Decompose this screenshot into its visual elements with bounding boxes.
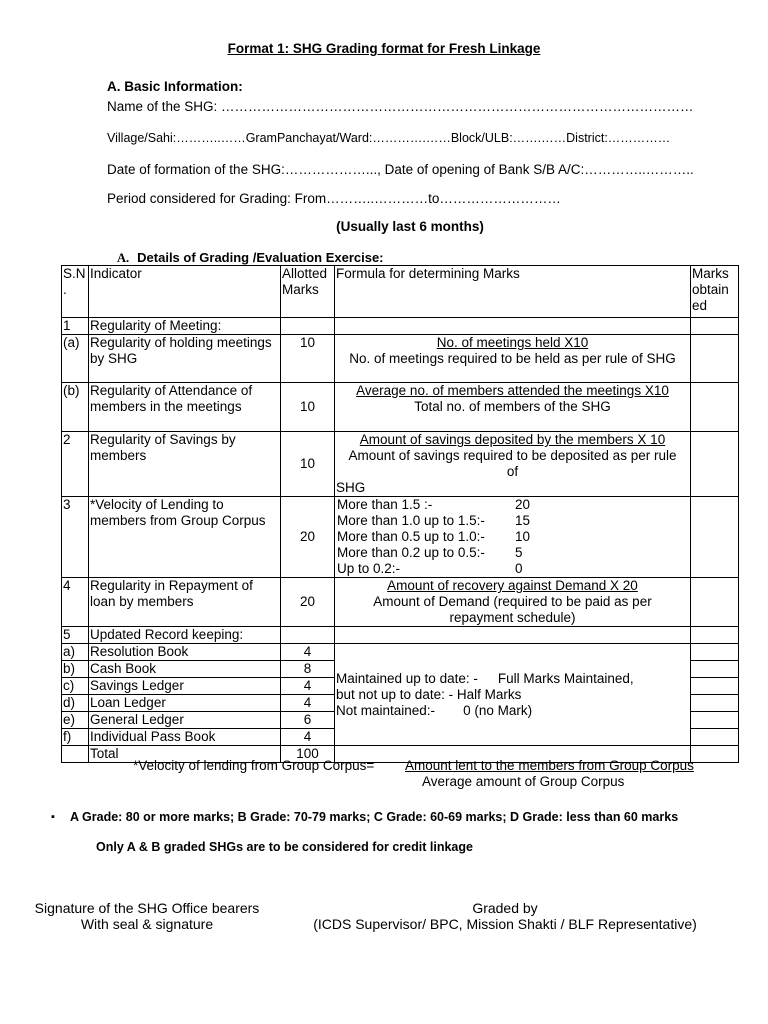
credit-linkage-note: Only A & B graded SHGs are to be considered for credit linkage <box>96 840 473 854</box>
slab-row <box>336 497 689 513</box>
velocity-footnote-numerator: Amount lent to the members from Group Corpus <box>405 758 694 773</box>
marks-obtained-cell[interactable] <box>691 729 739 746</box>
allotted-marks-cell: 10 <box>281 432 335 497</box>
formula-denominator: Total no. of members of the SHG <box>414 399 611 414</box>
rule-label: Not maintained:- <box>336 702 436 718</box>
velocity-footnote: *Velocity of lending from Group Corpus= <box>133 758 375 773</box>
sn-cell: b) <box>62 661 89 678</box>
formula-denominator: Amount of Demand (required to be paid as per repayment schedule) <box>373 594 652 625</box>
rule-line <box>336 671 689 687</box>
allotted-marks-cell: 20 <box>281 497 335 578</box>
rule-line: but not up to date: - Half Marks <box>336 686 522 702</box>
table-row <box>62 432 739 497</box>
slab-row <box>336 529 689 545</box>
sn-cell: d) <box>62 695 89 712</box>
period-note: (Usually last 6 months) <box>336 219 484 234</box>
grade-criteria: A Grade: 80 or more marks; B Grade: 70-79 marks; C Grade: 60-69 marks; D Grade: less than 60 marks <box>70 810 679 824</box>
sn-cell: 2 <box>62 432 89 497</box>
bullet-icon: ▪ <box>51 811 55 823</box>
marks-obtained-cell[interactable] <box>691 578 739 627</box>
basic-info-heading: A. Basic Information: <box>107 79 243 94</box>
sn-cell: 4 <box>62 578 89 627</box>
marks-obtained-cell[interactable] <box>691 661 739 678</box>
table-row <box>62 318 739 335</box>
sn-cell: 1 <box>62 318 89 335</box>
indicator-cell: Individual Pass Book <box>89 729 281 746</box>
marks-obtained-cell[interactable] <box>691 712 739 729</box>
marks-obtained-cell[interactable] <box>691 497 739 578</box>
indicator-cell: Updated Record keeping: <box>89 627 281 644</box>
formula-denominator: No. of meetings required to be held as per rule of SHG <box>349 351 676 366</box>
slab-points: 15 <box>515 513 531 528</box>
formula-cell <box>335 578 691 627</box>
sn-cell: 3 <box>62 497 89 578</box>
signature-line: With seal & signature <box>80 916 214 932</box>
signature-line: Signature of the SHG Office bearers <box>34 900 260 916</box>
slab-points: 10 <box>515 529 531 544</box>
shg-signature-block <box>33 900 261 932</box>
formula-cell <box>335 335 691 383</box>
table-row <box>62 627 739 644</box>
formula-numerator: No. of meetings held X10 <box>436 335 589 350</box>
sn-cell: c) <box>62 678 89 695</box>
table-row <box>62 497 739 578</box>
sn-cell: a) <box>62 644 89 661</box>
velocity-footnote-denominator: Average amount of Group Corpus <box>422 774 625 789</box>
table-header-row <box>62 266 739 318</box>
header-indicator: Indicator <box>89 266 281 318</box>
sn-cell: (b) <box>62 383 89 432</box>
sn-cell: e) <box>62 712 89 729</box>
formula-cell <box>335 383 691 432</box>
slab-points: 0 <box>515 561 523 576</box>
table-row <box>62 335 739 383</box>
signature-line: Graded by <box>472 900 538 916</box>
record-keeping-rule-cell <box>335 644 691 746</box>
marks-obtained-cell[interactable] <box>691 695 739 712</box>
allotted-marks-cell: 4 <box>281 695 335 712</box>
slab-range: More than 0.5 up to 1.0:- <box>337 529 485 544</box>
total-marks: 100 <box>281 746 335 763</box>
formula-cell <box>335 432 691 497</box>
allotted-marks-cell: 10 <box>281 383 335 432</box>
slab-points: 20 <box>515 497 531 512</box>
indicator-cell: Loan Ledger <box>89 695 281 712</box>
formula-cell <box>335 497 691 578</box>
header-formula: Formula for determining Marks <box>335 266 691 318</box>
indicator-cell: Regularity of holding meetings by SHG <box>89 335 281 383</box>
grading-table <box>61 265 739 763</box>
formation-date-field: Date of formation of the SHG:………………..., Date of opening of Bank S/B A/C:…………..……….. <box>107 162 694 177</box>
details-heading <box>117 250 384 266</box>
rule-value: 0 (no Mark) <box>463 702 533 718</box>
formula-numerator: Average no. of members attended the meetings X10 <box>356 383 669 398</box>
grader-signature-block <box>305 900 705 932</box>
marks-obtained-cell[interactable] <box>691 383 739 432</box>
slab-row <box>336 545 689 561</box>
grading-period-field: Period considered for Grading: From………..…………to……………………… <box>107 191 561 206</box>
allotted-marks-cell: 4 <box>281 644 335 661</box>
slab-range: More than 1.5 :- <box>337 497 433 512</box>
formula-numerator: Amount of recovery against Demand X 20 <box>387 578 638 593</box>
total-label: Total <box>89 746 281 763</box>
slab-points: 5 <box>515 545 523 560</box>
marks-obtained-cell[interactable] <box>691 432 739 497</box>
slab-range: More than 0.2 up to 0.5:- <box>337 545 485 560</box>
allotted-marks-cell: 10 <box>281 335 335 383</box>
indicator-cell: Regularity in Repayment of loan by members <box>89 578 281 627</box>
header-allotted: Allotted Marks <box>281 266 335 318</box>
sn-cell: (a) <box>62 335 89 383</box>
allotted-marks-cell: 4 <box>281 678 335 695</box>
allotted-marks-cell: 6 <box>281 712 335 729</box>
indicator-cell: General Ledger <box>89 712 281 729</box>
indicator-cell: Regularity of Meeting: <box>89 318 281 335</box>
header-obtained: Marks obtain ed <box>691 266 739 318</box>
indicator-cell: *Velocity of Lending to members from Group Corpus <box>89 497 281 578</box>
table-row <box>62 578 739 627</box>
details-label: A. <box>117 251 130 265</box>
table-row <box>62 383 739 432</box>
table-row <box>62 644 739 661</box>
rule-label: Maintained up to date: - <box>336 670 478 686</box>
allotted-marks-cell: 4 <box>281 729 335 746</box>
shg-name-field: Name of the SHG: …………………………………………………………………………………………… <box>107 99 694 114</box>
marks-obtained-cell[interactable] <box>691 678 739 695</box>
allotted-marks-cell: 8 <box>281 661 335 678</box>
formula-numerator: Amount of savings deposited by the members X 10 <box>359 432 666 447</box>
slab-row <box>336 513 689 529</box>
rule-value: Full Marks Maintained, <box>497 670 634 686</box>
indicator-cell: Regularity of Savings by members <box>89 432 281 497</box>
village-field: Village/Sahi:………..……GramPanchayat/Ward:………….……Block/ULB:…….……District:…………… <box>107 131 671 145</box>
marks-obtained-cell[interactable] <box>691 335 739 383</box>
details-heading-text: Details of Grading /Evaluation Exercise: <box>137 250 384 265</box>
formula-denominator: Amount of savings required to be deposited as per rule of <box>348 448 677 479</box>
slab-range: More than 1.0 up to 1.5:- <box>337 513 485 528</box>
allotted-marks-cell: 20 <box>281 578 335 627</box>
page-title: Format 1: SHG Grading format for Fresh Linkage <box>227 41 541 56</box>
indicator-cell: Savings Ledger <box>89 678 281 695</box>
slab-range: Up to 0.2:- <box>337 561 401 576</box>
sn-cell: f) <box>62 729 89 746</box>
header-sn: S.N . <box>62 266 89 318</box>
slab-row <box>336 561 689 577</box>
formula-denominator-tail: SHG <box>336 480 366 495</box>
indicator-cell: Resolution Book <box>89 644 281 661</box>
rule-line <box>336 703 689 719</box>
sn-cell: 5 <box>62 627 89 644</box>
total-obtained-cell[interactable] <box>691 746 739 763</box>
velocity-slabs <box>336 497 689 577</box>
signature-line: (ICDS Supervisor/ BPC, Mission Shakti / BLF Representative) <box>313 916 697 932</box>
indicator-cell: Regularity of Attendance of members in the meetings <box>89 383 281 432</box>
indicator-cell: Cash Book <box>89 661 281 678</box>
marks-obtained-cell[interactable] <box>691 644 739 661</box>
